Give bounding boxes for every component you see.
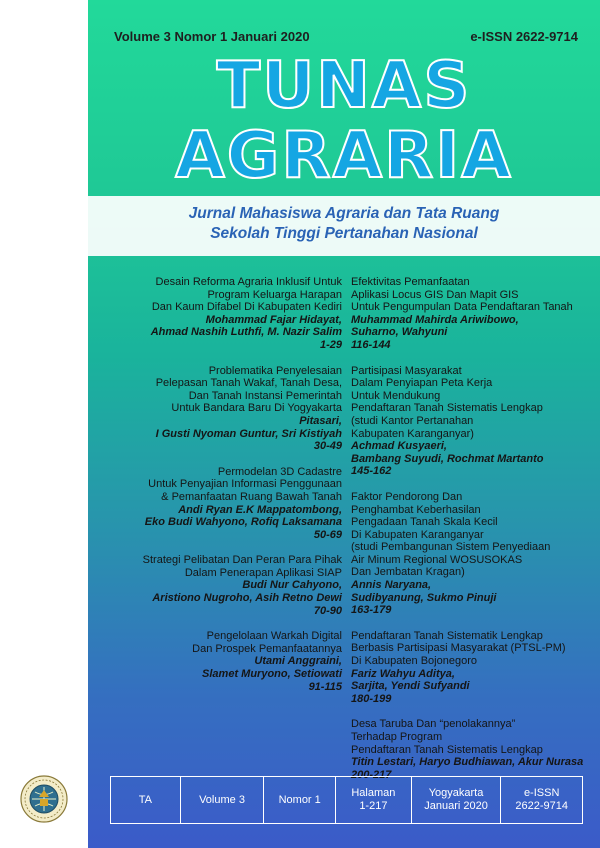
- subtitle-band: [88, 196, 600, 256]
- article-authors-line: Fariz Wahyu Aditya,: [351, 667, 455, 680]
- article-title-line: Untuk Bandara Baru Di Yogyakarta: [171, 402, 342, 415]
- article-title-line: Pengadaan Tanah Skala Kecil: [351, 516, 498, 529]
- article-entry: [351, 365, 591, 478]
- article-authors-line: Ahmad Nashih Luthfi, M. Nazir Salim: [150, 326, 342, 339]
- journal-title-line1: TUNAS: [216, 49, 472, 123]
- article-pages: 180-199: [351, 692, 392, 705]
- article-entry: [351, 491, 591, 617]
- footer-cell: [111, 777, 181, 823]
- article-title-line: Strategi Pelibatan Dan Peran Para Pihak: [142, 554, 342, 567]
- footer-cell-text: Januari 2020: [424, 800, 488, 812]
- article-entry: [351, 718, 591, 781]
- article-title-line: Untuk Pengumpulan Data Pendaftaran Tanah: [351, 301, 573, 314]
- article-authors-line: Annis Naryana,: [351, 579, 432, 592]
- article-pages: 163-179: [351, 604, 392, 617]
- masthead: [88, 0, 600, 196]
- article-title-line: Dalam Penerapan Aplikasi SIAP: [184, 566, 342, 579]
- volume-info: Volume 3 Nomor 1 Januari 2020: [114, 29, 310, 44]
- article-title-line: Pendaftaran Tanah Sistematis Lengkap: [351, 402, 543, 415]
- article-authors-line: Suharno, Wahyuni: [351, 326, 448, 339]
- article-title-line: Di Kabupaten Bojonegoro: [351, 655, 477, 668]
- article-authors-line: Titin Lestari, Haryo Budhiawan, Akur Nurasa: [351, 756, 584, 769]
- article-title-line: Penghambat Keberhasilan: [351, 503, 481, 516]
- contents-right-column: [351, 276, 591, 794]
- article-authors-line: Andi Ryan E.K Mappatombong,: [178, 503, 342, 516]
- article-authors-line: I Gusti Nyoman Guntur, Sri Kistiyah: [155, 427, 342, 440]
- footer-cell-text: Nomor 1: [278, 793, 321, 806]
- article-title-line: Desain Reforma Agraria Inklusif Untuk: [155, 276, 342, 288]
- article-title-line: Berbasis Partisipasi Masyarakat (PTSL-PM): [351, 642, 566, 655]
- article-entry: [106, 554, 342, 617]
- article-title-line: Kabupaten Karanganyar): [351, 427, 474, 440]
- footer-cell-text: TA: [138, 793, 152, 806]
- article-title-line: Partisipasi Masyarakat: [351, 364, 462, 377]
- footer-cell-text: Halaman: [351, 787, 396, 799]
- article-title-line: Program Keluarga Harapan: [207, 288, 342, 301]
- footer-cell-text: 1-217: [359, 800, 388, 812]
- article-pages: 1-29: [319, 338, 342, 351]
- article-pages: 200-217: [351, 768, 392, 781]
- article-title-line: Di Kabupaten Karanganyar: [351, 528, 484, 541]
- article-title-line: Pelepasan Tanah Wakaf, Tanah Desa,: [155, 377, 342, 390]
- article-entry: [351, 276, 591, 352]
- footer-cell: [336, 777, 412, 823]
- article-authors-line: Budi Nur Cahyono,: [242, 579, 342, 592]
- article-pages: 91-115: [308, 680, 342, 693]
- article-title-line: Air Minum Regional WOSUSOKAS: [351, 553, 523, 566]
- article-entry: [106, 276, 342, 352]
- cover-panel: [88, 0, 600, 848]
- article-title-line: (studi Kantor Pertanahan: [351, 414, 474, 427]
- footer-cell-text: Volume 3: [199, 793, 245, 806]
- article-authors-line: Slamet Muryono, Setiowati: [202, 668, 342, 681]
- article-entry: [106, 630, 342, 693]
- article-title-line: Permodelan 3D Cadastre: [217, 465, 342, 478]
- article-pages: 116-144: [351, 338, 391, 351]
- article-title-line: & Pemanfaatan Ruang Bawah Tanah: [161, 490, 342, 503]
- left-margin: [0, 0, 88, 848]
- subtitle-line1: Jurnal Mahasiswa Agraria dan Tata Ruang: [188, 205, 500, 222]
- article-title-line: Desa Taruba Dan “penolakannya”: [351, 718, 516, 731]
- article-authors-line: Mohammad Fajar Hidayat,: [205, 313, 342, 326]
- article-title-line: Pengelolaan Warkah Digital: [206, 630, 342, 643]
- footer-cell: [181, 777, 265, 823]
- article-title-line: Dan Kaum Difabel Di Kabupaten Kediri: [151, 301, 342, 314]
- footer-cell: [412, 777, 502, 823]
- journal-title-line2: AGRARIA: [175, 119, 513, 193]
- article-authors-line: Sudibyanung, Sukmo Pinuji: [351, 591, 497, 604]
- article-title-line: Untuk Penyajian Informasi Penggunaan: [148, 478, 342, 491]
- institution-seal-icon: [20, 775, 68, 823]
- article-title-line: Pendaftaran Tanah Sistematis Lengkap: [351, 743, 543, 756]
- article-title-line: Dalam Penyiapan Peta Kerja: [351, 377, 493, 390]
- article-authors-line: Bambang Suyudi, Rochmat Martanto: [351, 452, 544, 465]
- article-pages: 50-69: [313, 528, 342, 541]
- footer-cell: [264, 777, 336, 823]
- footer-cell-text: Yogyakarta: [428, 787, 484, 799]
- subtitle-line2: Sekolah Tinggi Pertanahan Nasional: [210, 225, 478, 242]
- article-title-line: Pendaftaran Tanah Sistematik Lengkap: [351, 629, 543, 642]
- article-pages: 145-162: [351, 465, 392, 478]
- article-authors-line: Aristiono Nugroho, Asih Retno Dewi: [152, 592, 342, 605]
- article-title-line: Efektivitas Pemanfaatan: [351, 276, 470, 288]
- article-authors-line: Sarjita, Yendi Sufyandi: [351, 680, 470, 693]
- issn-label: e-ISSN 2622-9714: [470, 29, 578, 44]
- footer-cell: [501, 777, 582, 823]
- article-entry: [106, 365, 342, 453]
- article-title-line: Terhadap Program: [351, 731, 443, 743]
- article-title-line: Untuk Mendukung: [351, 389, 441, 402]
- footer-cell-text: e-ISSN: [523, 787, 560, 799]
- article-entry: [106, 466, 342, 542]
- article-pages: 30-49: [313, 440, 342, 453]
- article-authors-line: Pitasari,: [299, 414, 342, 427]
- footer-info-table: [110, 776, 583, 824]
- article-authors-line: Muhammad Mahirda Ariwibowo,: [351, 313, 519, 326]
- article-pages: 70-90: [313, 604, 342, 617]
- article-title-line: Problematika Penyelesaian: [208, 364, 342, 377]
- article-entry: [351, 630, 591, 706]
- article-authors-line: Utami Anggraini,: [254, 655, 342, 668]
- article-title-line: Faktor Pendorong Dan: [351, 490, 463, 503]
- article-title-line: Dan Prospek Pemanfaatannya: [192, 642, 342, 655]
- contents-left-column: [106, 276, 342, 706]
- footer-cell-text: 2622-9714: [515, 800, 568, 812]
- article-title-line: Aplikasi Locus GIS Dan Mapit GIS: [351, 288, 519, 301]
- article-title-line: Dan Jembatan Kragan): [351, 566, 465, 579]
- article-title-line: Dan Tanah Instansi Pemerintah: [188, 389, 342, 402]
- article-title-line: (studi Pembangunan Sistem Penyediaan: [351, 541, 551, 554]
- article-authors-line: Eko Budi Wahyono, Rofiq Laksamana: [144, 516, 342, 529]
- article-authors-line: Achmad Kusyaeri,: [351, 440, 447, 453]
